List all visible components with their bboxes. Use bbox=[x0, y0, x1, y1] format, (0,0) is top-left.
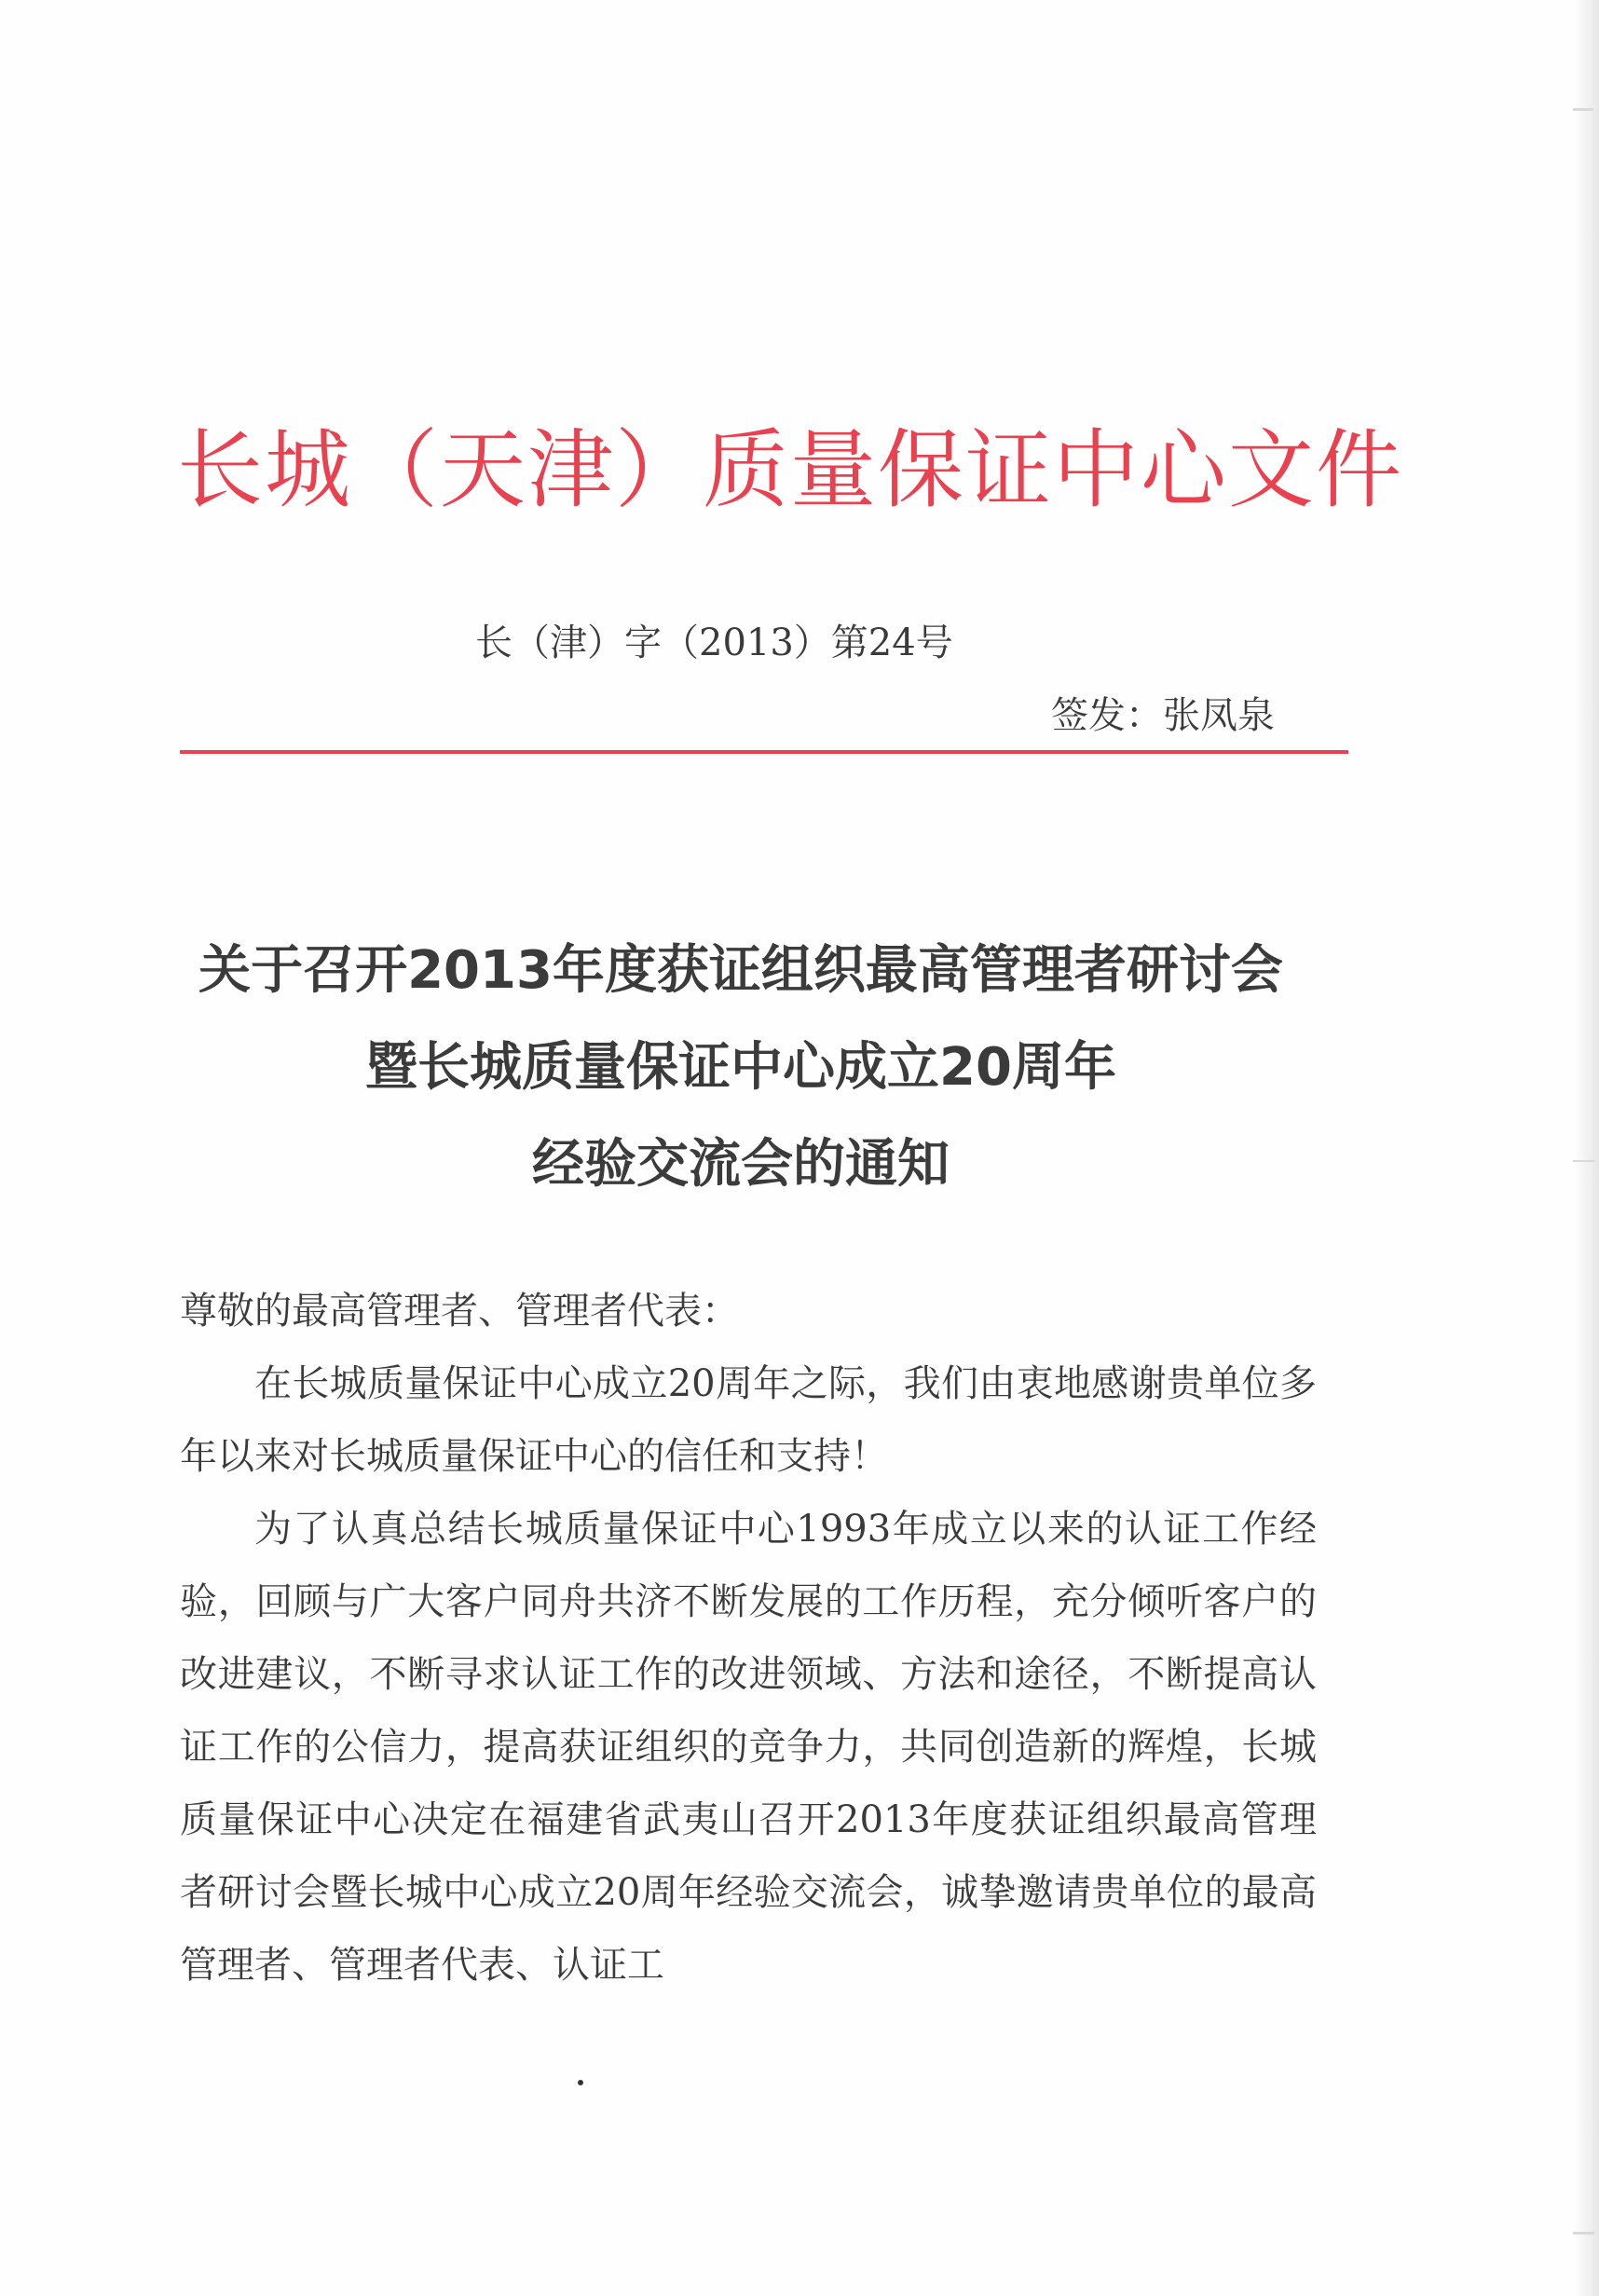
notice-body bbox=[180, 1275, 1317, 2002]
notice-title-line: 暨长城质量保证中心成立20周年 bbox=[365, 1037, 1116, 1098]
red-divider-line bbox=[180, 750, 1348, 754]
salutation: 尊敬的最高管理者、管理者代表： bbox=[180, 1290, 739, 1332]
document-number: 长（津）字（2013）第24号 bbox=[475, 622, 953, 664]
document-header-title: 长城（天津）质量保证中心文件 bbox=[177, 420, 1404, 520]
notice-title-line: 关于召开2013年度获证组织最高管理者研讨会 bbox=[198, 940, 1283, 1001]
scan-mark bbox=[1573, 108, 1593, 111]
issuer-signature-line: 签发：张凤泉 bbox=[1051, 694, 1275, 737]
scan-dot bbox=[578, 2080, 583, 2085]
scan-mark bbox=[1573, 2232, 1594, 2234]
body-paragraph: 为了认真总结长城质量保证中心1993年成立以来的认证工作经验，回顾与广大客户同舟共济不断发展的工作历程，充分倾听客户的改进建议，不断寻求认证工作的改进领域、方法和途径，不断提高认证工作的公信力，提高获证组织的竞争力，共同创造新的辉煌，长城质量保证中心决定在福建省武夷山召开2013年度获证组织最高管理者研讨会暨长城中心成立20周年经验交流会，诚挚邀请贵单位的最高管理者、管理者代表、认证工 bbox=[180, 1508, 1317, 1987]
body-paragraph: 在长城质量保证中心成立20周年之际，我们由衷地感谢贵单位多年以来对长城质量保证中心的信任和支持！ bbox=[180, 1362, 1317, 1478]
notice-title bbox=[158, 922, 1323, 1213]
scan-mark bbox=[1573, 1160, 1595, 1162]
notice-title-line: 经验交流会的通知 bbox=[532, 1134, 950, 1195]
scan-edge bbox=[1573, 0, 1599, 2296]
